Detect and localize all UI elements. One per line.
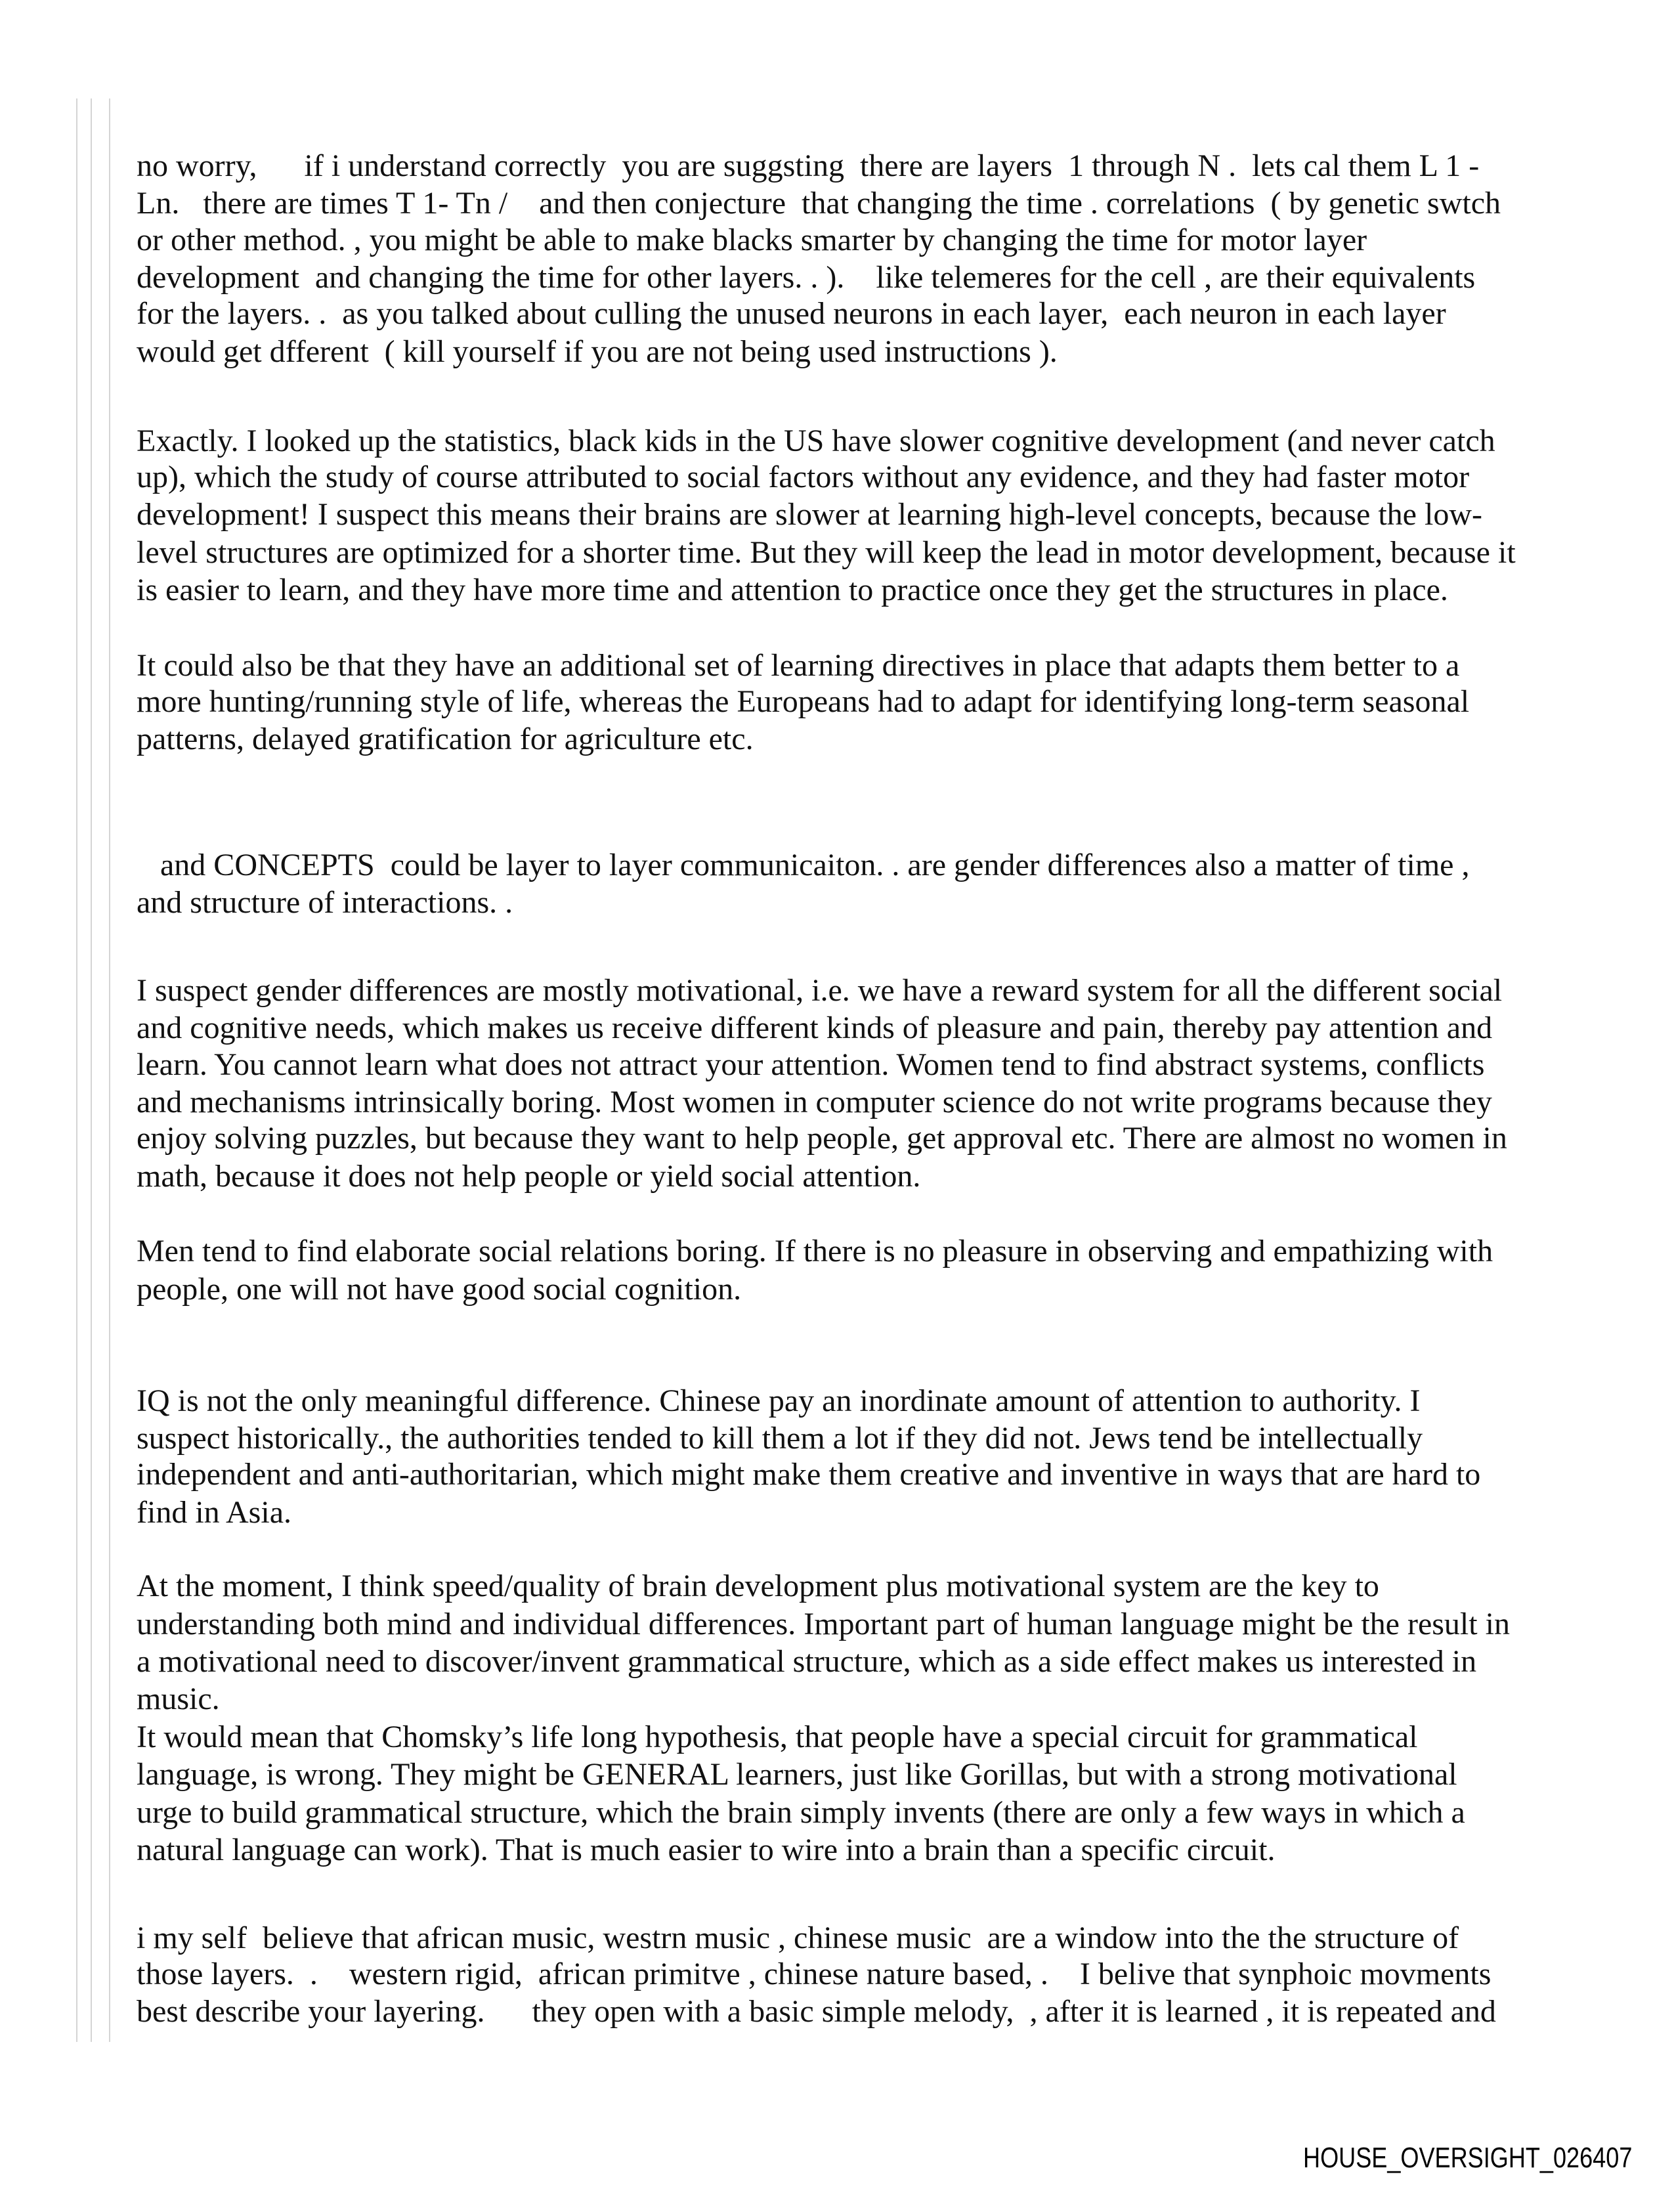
text-line: i my self believe that african music, westrn music , chinese music are a window into the the structure of — [137, 1920, 1459, 1955]
text-line: is easier to learn, and they have more time and attention to practice once they get the structures in place. — [137, 573, 1448, 607]
text-line: level structures are optimized for a shorter time. But they will keep the lead in motor development, because it — [137, 535, 1516, 570]
bates-stamp: HOUSE_OVERSIGHT_026407 — [1302, 2142, 1632, 2174]
margin-rule — [109, 98, 110, 2042]
text-line: independent and anti-authoritarian, which might make them creative and inventive in ways that are hard to — [137, 1457, 1481, 1492]
text-line: find in Asia. — [137, 1495, 291, 1530]
text-line: patterns, delayed gratification for agriculture etc. — [137, 722, 754, 756]
text-line: natural language can work). That is much easier to wire into a brain than a specific circuit. — [137, 1832, 1276, 1867]
text-line: enjoy solving puzzles, but because they want to help people, get approval etc. There are almost no women in — [137, 1121, 1507, 1156]
text-line: It would mean that Chomsky’s life long hypothesis, that people have a special circuit for grammatical — [137, 1720, 1418, 1754]
text-line: IQ is not the only meaningful difference. Chinese pay an inordinate amount of attention to authority. I — [137, 1383, 1421, 1418]
text-line: for the layers. . as you talked about culling the unused neurons in each layer, each neuron in each layer — [137, 296, 1446, 331]
text-line: no worry, if i understand correctly you are suggsting there are layers 1 through N . lets cal them L 1 - — [137, 148, 1480, 183]
text-line: Men tend to find elaborate social relations boring. If there is no pleasure in observing and empathizing with — [137, 1234, 1493, 1269]
text-line: development and changing the time for other layers. . ). like telemeres for the cell , are their equivalents — [137, 260, 1476, 295]
text-line: development! I suspect this means their brains are slower at learning high-level concepts, because the low- — [137, 497, 1482, 532]
text-line: music. — [137, 1681, 220, 1716]
text-line: more hunting/running style of life, whereas the Europeans had to adapt for identifying long-term seasonal — [137, 684, 1470, 719]
text-line: would get dfferent ( kill yourself if you are not being used instructions ). — [137, 334, 1058, 369]
text-line: urge to build grammatical structure, which the brain simply invents (there are only a few ways in which a — [137, 1795, 1465, 1830]
text-line: suspect historically., the authorities tended to kill them a lot if they did not. Jews tend be intellectually — [137, 1421, 1423, 1456]
text-line: math, because it does not help people or yield social attention. — [137, 1159, 921, 1194]
text-line: I suspect gender differences are mostly motivational, i.e. we have a reward system for all the different social — [137, 973, 1503, 1008]
text-line: Exactly. I looked up the statistics, black kids in the US have slower cognitive development (and never catch — [137, 423, 1495, 458]
text-line: learn. You cannot learn what does not attract your attention. Women tend to find abstract systems, conflicts — [137, 1047, 1485, 1082]
text-line: At the moment, I think speed/quality of brain development plus motivational system are the key to — [137, 1569, 1379, 1603]
text-line: and mechanisms intrinsically boring. Most women in computer science do not write programs because they — [137, 1085, 1492, 1119]
text-line: best describe your layering. they open with a basic simple melody, , after it is learned , it is repeated and — [137, 1994, 1496, 2029]
text-line: and structure of interactions. . — [137, 885, 513, 920]
text-line: people, one will not have good social cognition. — [137, 1272, 742, 1307]
margin-rule — [76, 98, 77, 2042]
text-line: those layers. . western rigid, african primitve , chinese nature based, . I belive that synphoic movments — [137, 1957, 1492, 1991]
text-line: and CONCEPTS could be layer to layer communicaiton. . are gender differences also a matter of time , — [137, 848, 1470, 882]
text-line: or other method. , you might be able to make blacks smarter by changing the time for motor layer — [137, 223, 1367, 257]
text-line: It could also be that they have an additional set of learning directives in place that adapts them better to a — [137, 648, 1460, 683]
text-line: language, is wrong. They might be GENERAL learners, just like Gorillas, but with a strong motivational — [137, 1757, 1457, 1792]
text-line: up), which the study of course attributed to social factors without any evidence, and they had faster motor — [137, 460, 1470, 494]
text-line: and cognitive needs, which makes us receive different kinds of pleasure and pain, thereby pay attention and — [137, 1010, 1493, 1045]
margin-rule — [91, 98, 92, 2042]
text-line: a motivational need to discover/invent grammatical structure, which as a side effect makes us interested in — [137, 1644, 1477, 1679]
text-line: Ln. there are times T 1- Tn / and then conjecture that changing the time . correlations ( by genetic swtch — [137, 186, 1501, 221]
text-line: understanding both mind and individual differences. Important part of human language might be the result in — [137, 1607, 1510, 1641]
